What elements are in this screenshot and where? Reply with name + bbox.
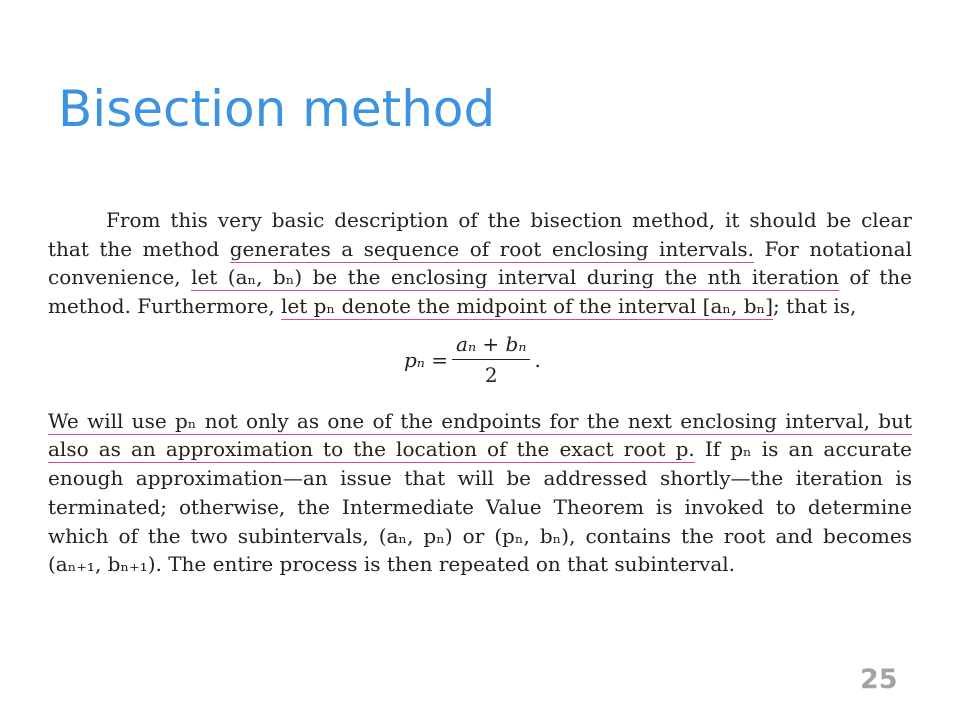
p2-line-6-text: (aₙ₊₁, bₙ₊₁). The entire process is then repeated on that subinterval. xyxy=(48,552,736,577)
p1-line-4-underlined: let pₙ denote the midpoint of the interval [aₙ, bₙ] xyxy=(281,294,774,319)
p1-line-2-text-b: For notational xyxy=(754,236,912,261)
paragraph-2-line-3 xyxy=(48,464,912,493)
paragraph-2-line-6 xyxy=(48,550,912,579)
p2-line-2-underlined: also as an approximation to the location of the exact root p. xyxy=(48,437,695,462)
equation-content xyxy=(404,329,541,391)
p1-line-1-text: From this very basic description of the bisection method, it should be clear xyxy=(106,208,912,232)
p2-line-3-text: enough approximation—an issue that will be addressed shortly—the iteration is xyxy=(48,466,912,491)
p2-line-4-text: terminated; otherwise, the Intermediate Value Theorem is invoked to determine xyxy=(48,494,912,519)
paragraph-2-line-2 xyxy=(48,435,912,464)
p1-line-4-text-a: method. Furthermore, xyxy=(48,294,282,319)
paragraph-1-line-2 xyxy=(48,235,912,264)
p1-line-3-text-b: of the xyxy=(838,265,912,290)
p2-line-2-text-b: If pₙ is an accurate xyxy=(694,437,912,462)
paragraph-2-line-1 xyxy=(48,407,912,436)
text-excerpt xyxy=(48,206,912,579)
paragraph-2-line-5 xyxy=(48,522,912,551)
p1-line-2-text-a: that the method xyxy=(48,236,230,261)
equation-numerator: aₙ + bₙ xyxy=(452,332,530,360)
equation-denominator: 2 xyxy=(484,363,498,388)
equation-fraction xyxy=(452,332,530,387)
paragraph-1-line-4 xyxy=(48,292,912,321)
p1-line-4-text-b: ; that is, xyxy=(773,294,857,319)
paragraph-1-line-3 xyxy=(48,263,912,292)
midpoint-equation xyxy=(48,321,912,407)
p2-line-1-underlined: We will use pₙ not only as one of the endpoints for the next enclosing interval, but xyxy=(48,408,912,433)
p1-line-2-underlined: generates a sequence of root enclosing intervals. xyxy=(229,236,755,261)
equation-period: . xyxy=(534,347,541,372)
p1-line-3-text-a: convenience, xyxy=(48,265,192,290)
paragraph-2-line-4 xyxy=(48,493,912,522)
paragraph-1-line-1 xyxy=(48,206,912,235)
p2-line-5-text: which of the two subintervals, (aₙ, pₙ) or (pₙ, bₙ), contains the root and becomes xyxy=(48,523,912,548)
slide-title: Bisection method xyxy=(58,80,496,138)
equation-lhs: pₙ = xyxy=(404,347,449,372)
p1-line-3-underlined: let (aₙ, bₙ) be the enclosing interval during the nth iteration xyxy=(191,265,839,290)
page-number: 25 xyxy=(860,664,898,695)
paragraph-1 xyxy=(48,206,912,321)
paragraph-2 xyxy=(48,407,912,579)
